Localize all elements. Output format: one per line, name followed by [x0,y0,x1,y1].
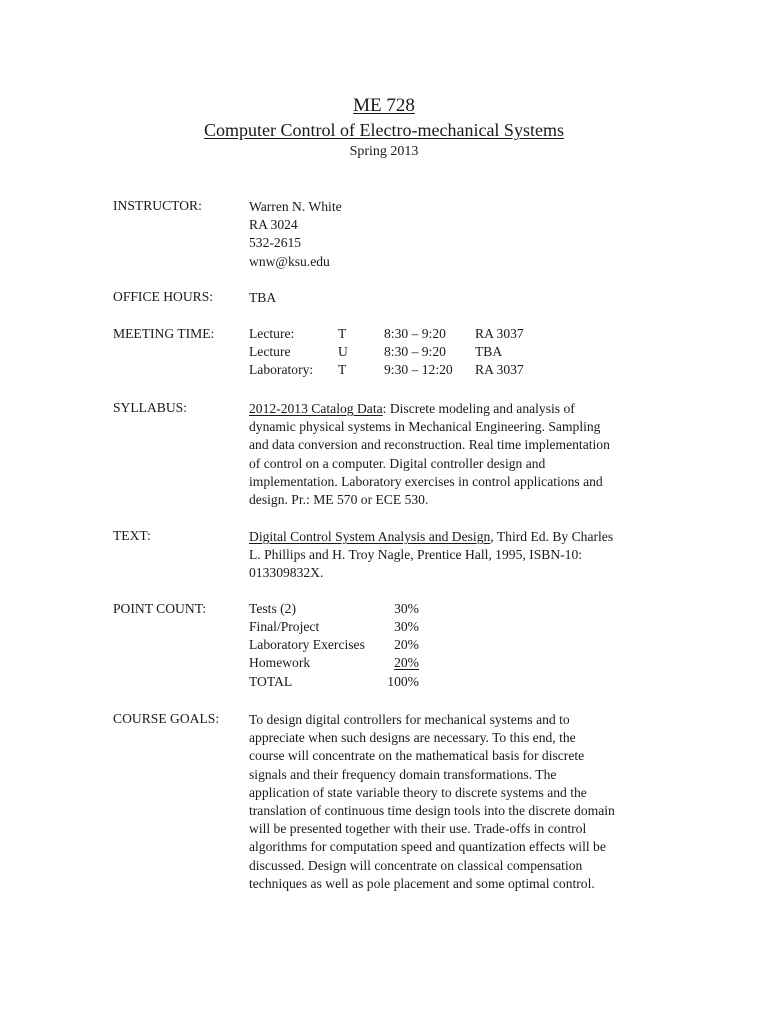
instructor-email: wnw@ksu.edu [249,253,330,269]
point-item-name: Laboratory Exercises [249,637,365,652]
point-item-name: Tests (2) [249,601,296,616]
goals-line: techniques as well as pole placement and some optimal control. [249,875,595,891]
meeting-time-label: MEETING TIME: [113,326,215,341]
meeting-hours: 9:30 – 12:20 [384,362,453,377]
meeting-room: TBA [475,344,503,359]
point-total-pct: 100% [387,674,419,689]
goals-line: translation of continuous time design tools into the discrete domain [249,803,615,819]
syllabus-line: of control on a computer. Digital controller design and [249,455,546,471]
point-count-label: POINT COUNT: [113,601,207,616]
point-item-pct: 30% [394,601,419,616]
syllabus-first-line-rest: : Discrete modeling and analysis of [382,401,575,416]
goals-line: signals and their frequency domain transformations. The [249,766,557,782]
course-term: Spring 2013 [349,144,419,159]
goals-line: course will concentrate on the mathematical basis for discrete [249,748,585,764]
text-line: 013309832X. [249,565,324,581]
syllabus-line: implementation. Laboratory exercises in control applications and [249,473,603,489]
point-item-pct: 20% [394,637,419,652]
syllabus-first-line [249,400,610,418]
meeting-type: Lecture [249,344,291,359]
syllabus-line: and data conversion and reconstruction. Real time implementation [249,437,610,453]
text-first-line [249,528,613,546]
meeting-day: U [338,344,348,359]
goals-line: will be presented together with their use. Trade-offs in control [249,821,587,837]
meeting-day: T [338,326,347,341]
syllabus-line: dynamic physical systems in Mechanical Engineering. Sampling [249,419,601,435]
instructor-info [249,198,342,271]
text-label: TEXT: [113,528,151,543]
goals-line: appreciate when such designs are necessary. To this end, the [249,730,576,746]
syllabus-text [249,400,610,509]
point-total-label: TOTAL [249,674,293,689]
meeting-type: Laboratory: [249,362,314,377]
course-goals-text [249,711,615,893]
meeting-room: RA 3037 [475,326,524,341]
goals-line: application of state variable theory to discrete systems and the [249,784,587,800]
course-code: ME 728 [353,95,415,116]
office-hours-value: TBA [249,290,277,305]
instructor-name: Warren N. White [249,199,342,214]
text-line: L. Phillips and H. Troy Nagle, Prentice Hall, 1995, ISBN-10: [249,547,583,563]
meeting-type: Lecture: [249,326,295,341]
point-item-pct: 30% [394,619,419,634]
instructor-phone: 532-2615 [249,235,302,251]
text-reference [249,528,613,583]
instructor-label: INSTRUCTOR: [113,198,202,213]
office-hours-label: OFFICE HOURS: [113,289,214,304]
syllabus-label: SYLLABUS: [113,400,188,415]
course-goals-label: COURSE GOALS: [113,711,220,726]
syllabus-line: design. Pr.: ME 570 or ECE 530. [249,492,429,508]
point-item-name: Final/Project [249,619,320,634]
course-title: Computer Control of Electro-mechanical Systems [204,120,564,140]
meeting-day: T [338,362,347,377]
catalog-data-link[interactable]: 2012-2013 Catalog Data [249,401,383,416]
goals-line: algorithms for computation speed and quantization effects will be [249,839,606,855]
meeting-room: RA 3037 [475,362,524,377]
instructor-office: RA 3024 [249,217,298,233]
text-first-line-rest: , Third Ed. By Charles [490,529,614,544]
point-item-name: Homework [249,655,311,670]
meeting-hours: 8:30 – 9:20 [384,344,446,359]
goals-line: To design digital controllers for mechanical systems and to [249,712,570,727]
goals-line: discussed. Design will concentrate on classical compensation [249,857,583,873]
meeting-hours: 8:30 – 9:20 [384,326,446,341]
book-title: Digital Control System Analysis and Design [249,529,491,544]
point-item-pct: 20% [394,655,419,670]
